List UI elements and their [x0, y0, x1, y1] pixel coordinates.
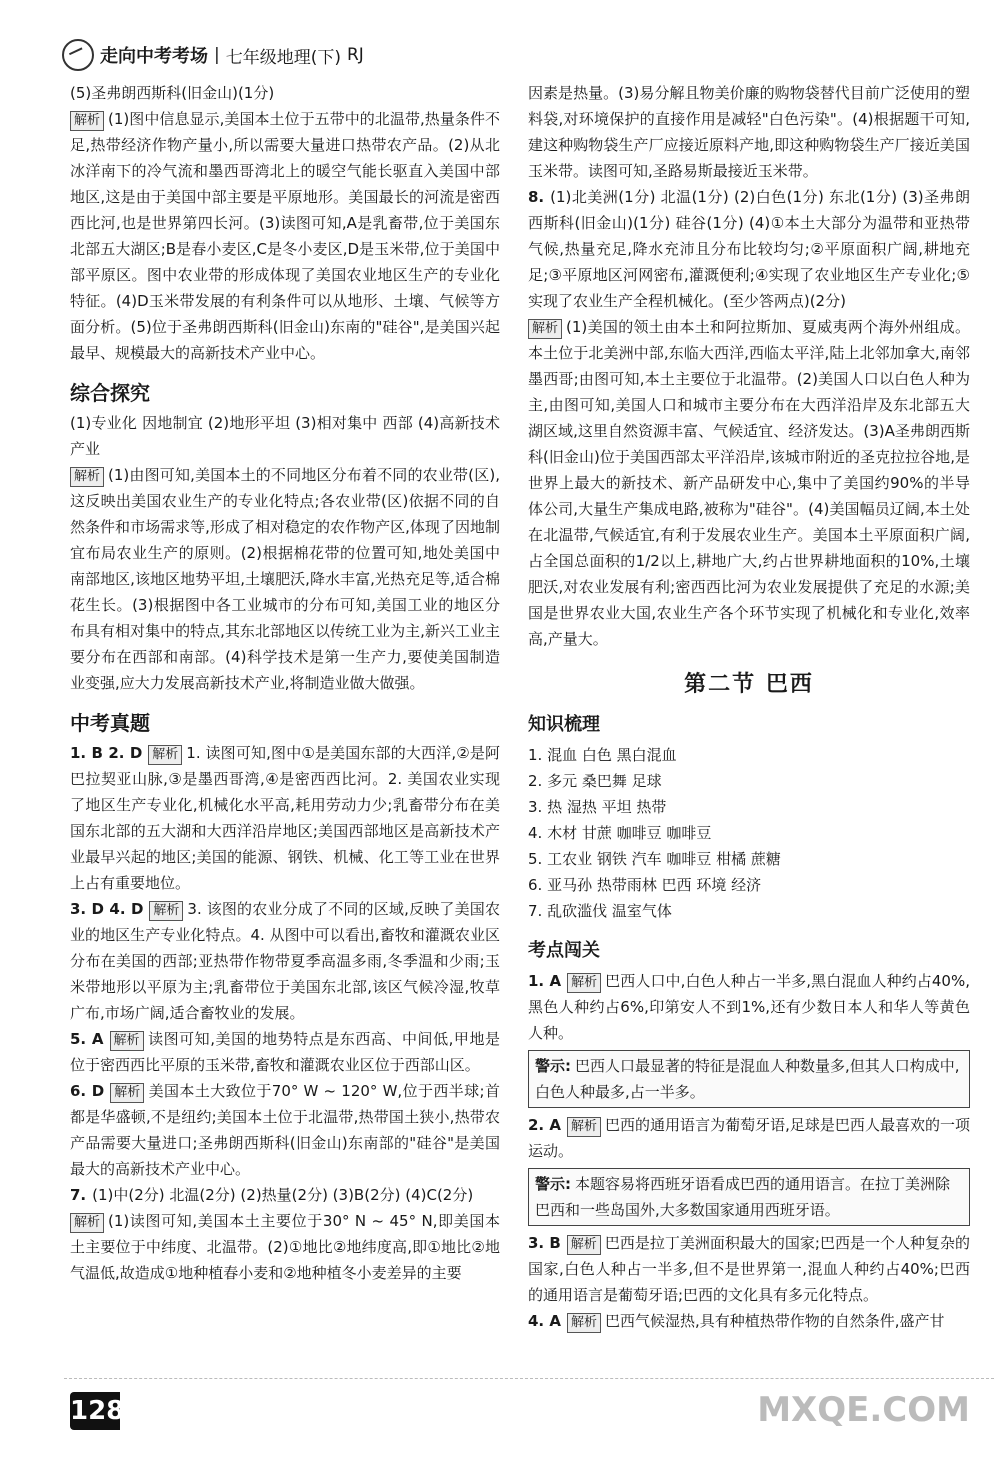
analysis-text: 巴西的通用语言为葡萄牙语,足球是巴西人最喜欢的一项运动。: [528, 1116, 970, 1160]
list-item: 6. 亚马孙 热带雨林 巴西 环境 经济: [528, 876, 762, 894]
question-item: [70, 1026, 500, 1078]
answer-text: (1)中(2分) 北温(2分) (2)热量(2分) (3)B(2分) (4)C(2分): [92, 1186, 474, 1204]
analysis-tag: 解析: [567, 1235, 601, 1255]
question-number: 5. A: [70, 1030, 104, 1048]
warning-text: 巴西人口最显著的特征是混血人种数量多,但其人口构成中,白色人种最多,占一半多。: [535, 1057, 960, 1101]
analysis-tag: 解析: [528, 319, 562, 339]
warning-label: 警示:: [535, 1057, 571, 1075]
list-item: 7. 乱砍滥伐 温室气体: [528, 902, 672, 920]
question-item: [528, 1112, 970, 1164]
edition: RJ: [347, 45, 364, 65]
question-item: [528, 184, 970, 314]
analysis-text: 读图可知,美国的地势特点是东西高、中间低,甲地是位于密西西比平原的玉米带,畜牧和灌溉农业区位于西部山区。: [70, 1030, 500, 1074]
page-header: [62, 38, 364, 72]
right-column: [528, 80, 970, 1334]
subject: 七年级地理(下): [225, 47, 341, 68]
analysis-tag: 解析: [110, 1031, 144, 1051]
analysis-block: [70, 1208, 500, 1286]
analysis-text: 巴西气候湿热,具有种植热带作物的自然条件,盛产甘: [604, 1312, 945, 1330]
question-item: [528, 968, 970, 1046]
analysis-tag: 解析: [567, 1117, 601, 1137]
question-item: [70, 896, 500, 1026]
brand-name: 走向中考考场: [100, 46, 208, 67]
question-number: 1. B 2. D: [70, 744, 143, 762]
analysis-tag: 解析: [148, 745, 182, 765]
analysis-text: 1. 读图可知,图中①是美国东部的大西洋,②是阿巴拉契亚山脉,③是墨西哥湾,④是密西西比河。2. 美国农业实现了地区生产专业化,机械化水平高,耗用劳动力少;乳畜带分布在美国东北部的五大湖和大西洋沿岸地区;美国西部地区是高新技术产业最早兴起的地区;美国的能源、钢铁、机械、化工等工业在世界上占有重要地位。: [70, 744, 500, 892]
answer-line: (1)专业化 因地制宜 (2)地形平坦 (3)相对集中 西部 (4)高新技术产业: [70, 414, 500, 458]
question-number: 3. B: [528, 1234, 561, 1252]
answer-line: (5)圣弗朗西斯科(旧金山)(1分): [70, 84, 275, 102]
question-number: 8.: [528, 188, 545, 206]
question-number: 7.: [70, 1186, 87, 1204]
question-number: 2. A: [528, 1116, 561, 1134]
analysis-block: [70, 106, 500, 366]
left-column: [70, 80, 500, 1286]
analysis-continued: 因素是热量。(3)易分解且物美价廉的购物袋替代目前广泛使用的塑料袋,对环境保护的直接作用是减轻"白色污染"。(4)根据题干可知,建这种购物袋生产厂应接近原料产地,即这种购物袋生产厂接近美国玉米带。读图可知,圣路易斯最接近玉米带。: [528, 84, 970, 180]
question-number: 6. D: [70, 1082, 105, 1100]
list-item: 4. 木材 甘蔗 咖啡豆 咖啡豆: [528, 824, 712, 842]
list-item: 3. 热 湿热 平坦 热带: [528, 798, 667, 816]
analysis-text: (1)图中信息显示,美国本土位于五带中的北温带,热量条件不足,热带经济作物产量小,所以需要大量进口热带农产品。(2)从北冰洋南下的冷气流和墨西哥湾北上的暖空气能长驱直入美国中部地区,这是由于美国中部主要是平原地形。美国最长的河流是密西西比河,也是世界第四长河。(3)读图可知,A是乳畜带,位于美国东北部五大湖区;B是春小麦区,C是冬小麦区,D是玉米带,位于美国中部平原区。图中农业带的形成体现了美国农业地区生产的专业化特征。(4)D玉米带发展的有利条件可以从地形、土壤、气候等方面分析。(5)位于圣弗朗西斯科(旧金山)东南的"硅谷",是美国兴起最早、规模最大的高新技术产业中心。: [70, 110, 500, 362]
analysis-block: [70, 462, 500, 696]
list-item: 1. 混血 白色 黑白混血: [528, 746, 677, 764]
logo-icon: [62, 39, 94, 71]
question-number: 3. D 4. D: [70, 900, 144, 918]
analysis-text: 美国本土大致位于70° W ~ 120° W,位于西半球;首都是华盛顿,不是纽约;美国本土位于北温带,热带国土狭小,热带农产品需要大量进口;圣弗朗西斯科(旧金山)东南部的"硅谷"是美国最大的高新技术产业中心。: [70, 1082, 500, 1178]
question-item: [528, 1308, 970, 1334]
analysis-text: (1)读图可知,美国本土主要位于30° N ~ 45° N,即美国本土主要位于中纬度、北温带。(2)①地比②地纬度高,即①地比②地气温低,故造成①地种植春小麦和②地种植冬小麦差异的主要: [70, 1212, 500, 1282]
warning-box: [528, 1168, 970, 1226]
question-number: 1. A: [528, 972, 562, 990]
analysis-tag: 解析: [70, 111, 104, 131]
warning-label: 警示:: [535, 1175, 571, 1193]
analysis-text: 巴西是拉丁美洲面积最大的国家;巴西是一个人种复杂的国家,白色人种占一半多,但不是世界第一,混血人种约占40%;巴西的通用语言是葡萄牙语;巴西的文化具有多元化特点。: [528, 1234, 970, 1304]
analysis-text: 巴西人口中,白色人种占一半多,黑白混血人种约占40%,黑色人种约占6%,印第安人不到1%,还有少数日本人和华人等黄色人种。: [528, 972, 970, 1042]
question-number: 4. A: [528, 1312, 561, 1330]
subsection-title: 考点闯关: [528, 940, 600, 961]
subsection-title: 知识梳理: [528, 714, 600, 735]
section-title: 中考真题: [70, 711, 150, 735]
analysis-tag: 解析: [70, 467, 104, 487]
warning-box: [528, 1050, 970, 1108]
analysis-tag: 解析: [70, 1213, 104, 1233]
header-separator: |: [214, 45, 220, 65]
question-item: [528, 1230, 970, 1308]
analysis-block: [528, 314, 970, 652]
analysis-text: (1)由图可知,美国本土的不同地区分布着不同的农业带(区),这反映出美国农业生产的专业化特点;各农业带(区)依据不同的自然条件和市场需求等,形成了相对稳定的农作物产区,体现了因地制宜布局农业生产的原则。(2)根据棉花带的位置可知,地处美国中南部地区,该地区地势平坦,土壤肥沃,降水丰富,光热充足等,适合棉花生长。(3)根据图中各工业城市的分布可知,美国工业的地区分布具有相对集中的特点,其东北部地区以传统工业为主,新兴工业主要分布在西部和南部。(4)科学技术是第一生产力,要使美国制造业变强,应大力发展高新技术产业,将制造业做大做强。: [70, 466, 500, 692]
analysis-text: (1)美国的领土由本土和阿拉斯加、夏威夷两个海外州组成。本土位于北美洲中部,东临大西洋,西临太平洋,陆上北邻加拿大,南邻墨西哥;由图可知,本土主要位于北温带。(2)美国人口以白色人种为主,由图可知,美国人口和城市主要分布在大西洋沿岸及东北部五大湖区域,这里自然资源丰富、气候适宜、经济发达。(3)A圣弗朗西斯科(旧金山)位于美国西部太平洋沿岸,该城市附近的圣克拉拉谷地,是世界上最大的新技术、新产品研发中心,集中了美国约90%的半导体公司,大量生产集成电路,被称为"硅谷"。(4)美国幅员辽阔,本土处在北温带,气候适宜,有利于发展农业生产。美国本土平原面积广阔,占全国总面积的1/2以上,耕地广大,约占世界耕地面积的10%,土壤肥沃,对农业发展有利;密西西比河为农业发展提供了充足的水源;美国是世界农业大国,农业生产各个环节实现了机械化和专业化,效率高,产量大。: [528, 318, 970, 648]
analysis-tag: 解析: [110, 1083, 144, 1103]
answer-text: (1)北美洲(1分) 北温(1分) (2)白色(1分) 东北(1分) (3)圣弗朗西斯科(旧金山)(1分) 硅谷(1分) (4)①本土大部分为温带和亚热带气候,热量充足,降水充沛且分布比较均匀;②平原面积广阔,耕地充足;③平原地区河网密布,灌溉便利;④实现了农业地区生产专业化;⑤实现了农业生产全程机械化。(至少答两点)(2分): [528, 188, 970, 310]
question-item: [70, 1182, 500, 1208]
page-number: 128: [70, 1392, 120, 1430]
section-heading: 第二节 巴西: [684, 672, 814, 697]
analysis-tag: 解析: [149, 901, 183, 921]
section-title: 综合探究: [70, 381, 150, 405]
list-item: 2. 多元 桑巴舞 足球: [528, 772, 662, 790]
analysis-tag: 解析: [567, 973, 601, 993]
watermark: MXQE.COM: [757, 1390, 970, 1430]
warning-text: 本题容易将西班牙语看成巴西的通用语言。在拉丁美洲除巴西和一些岛国外,大多数国家通用西班牙语。: [535, 1175, 951, 1219]
question-item: [70, 740, 500, 896]
list-item: 5. 工农业 钢铁 汽车 咖啡豆 柑橘 蔗糖: [528, 850, 781, 868]
knowledge-list: [528, 742, 970, 924]
analysis-text: 3. 该图的农业分成了不同的区域,反映了美国农业的地区生产专业化特点。4. 从图中可以看出,畜牧和灌溉农业区分布在美国的西部;亚热带作物带夏季高温多雨,冬季温和少雨;玉米带地形以平原为主;乳畜带位于美国东北部,该区气候冷湿,牧草广布,市场广阔,适合畜牧业的发展。: [70, 900, 500, 1022]
question-item: [70, 1078, 500, 1182]
analysis-tag: 解析: [567, 1313, 601, 1333]
